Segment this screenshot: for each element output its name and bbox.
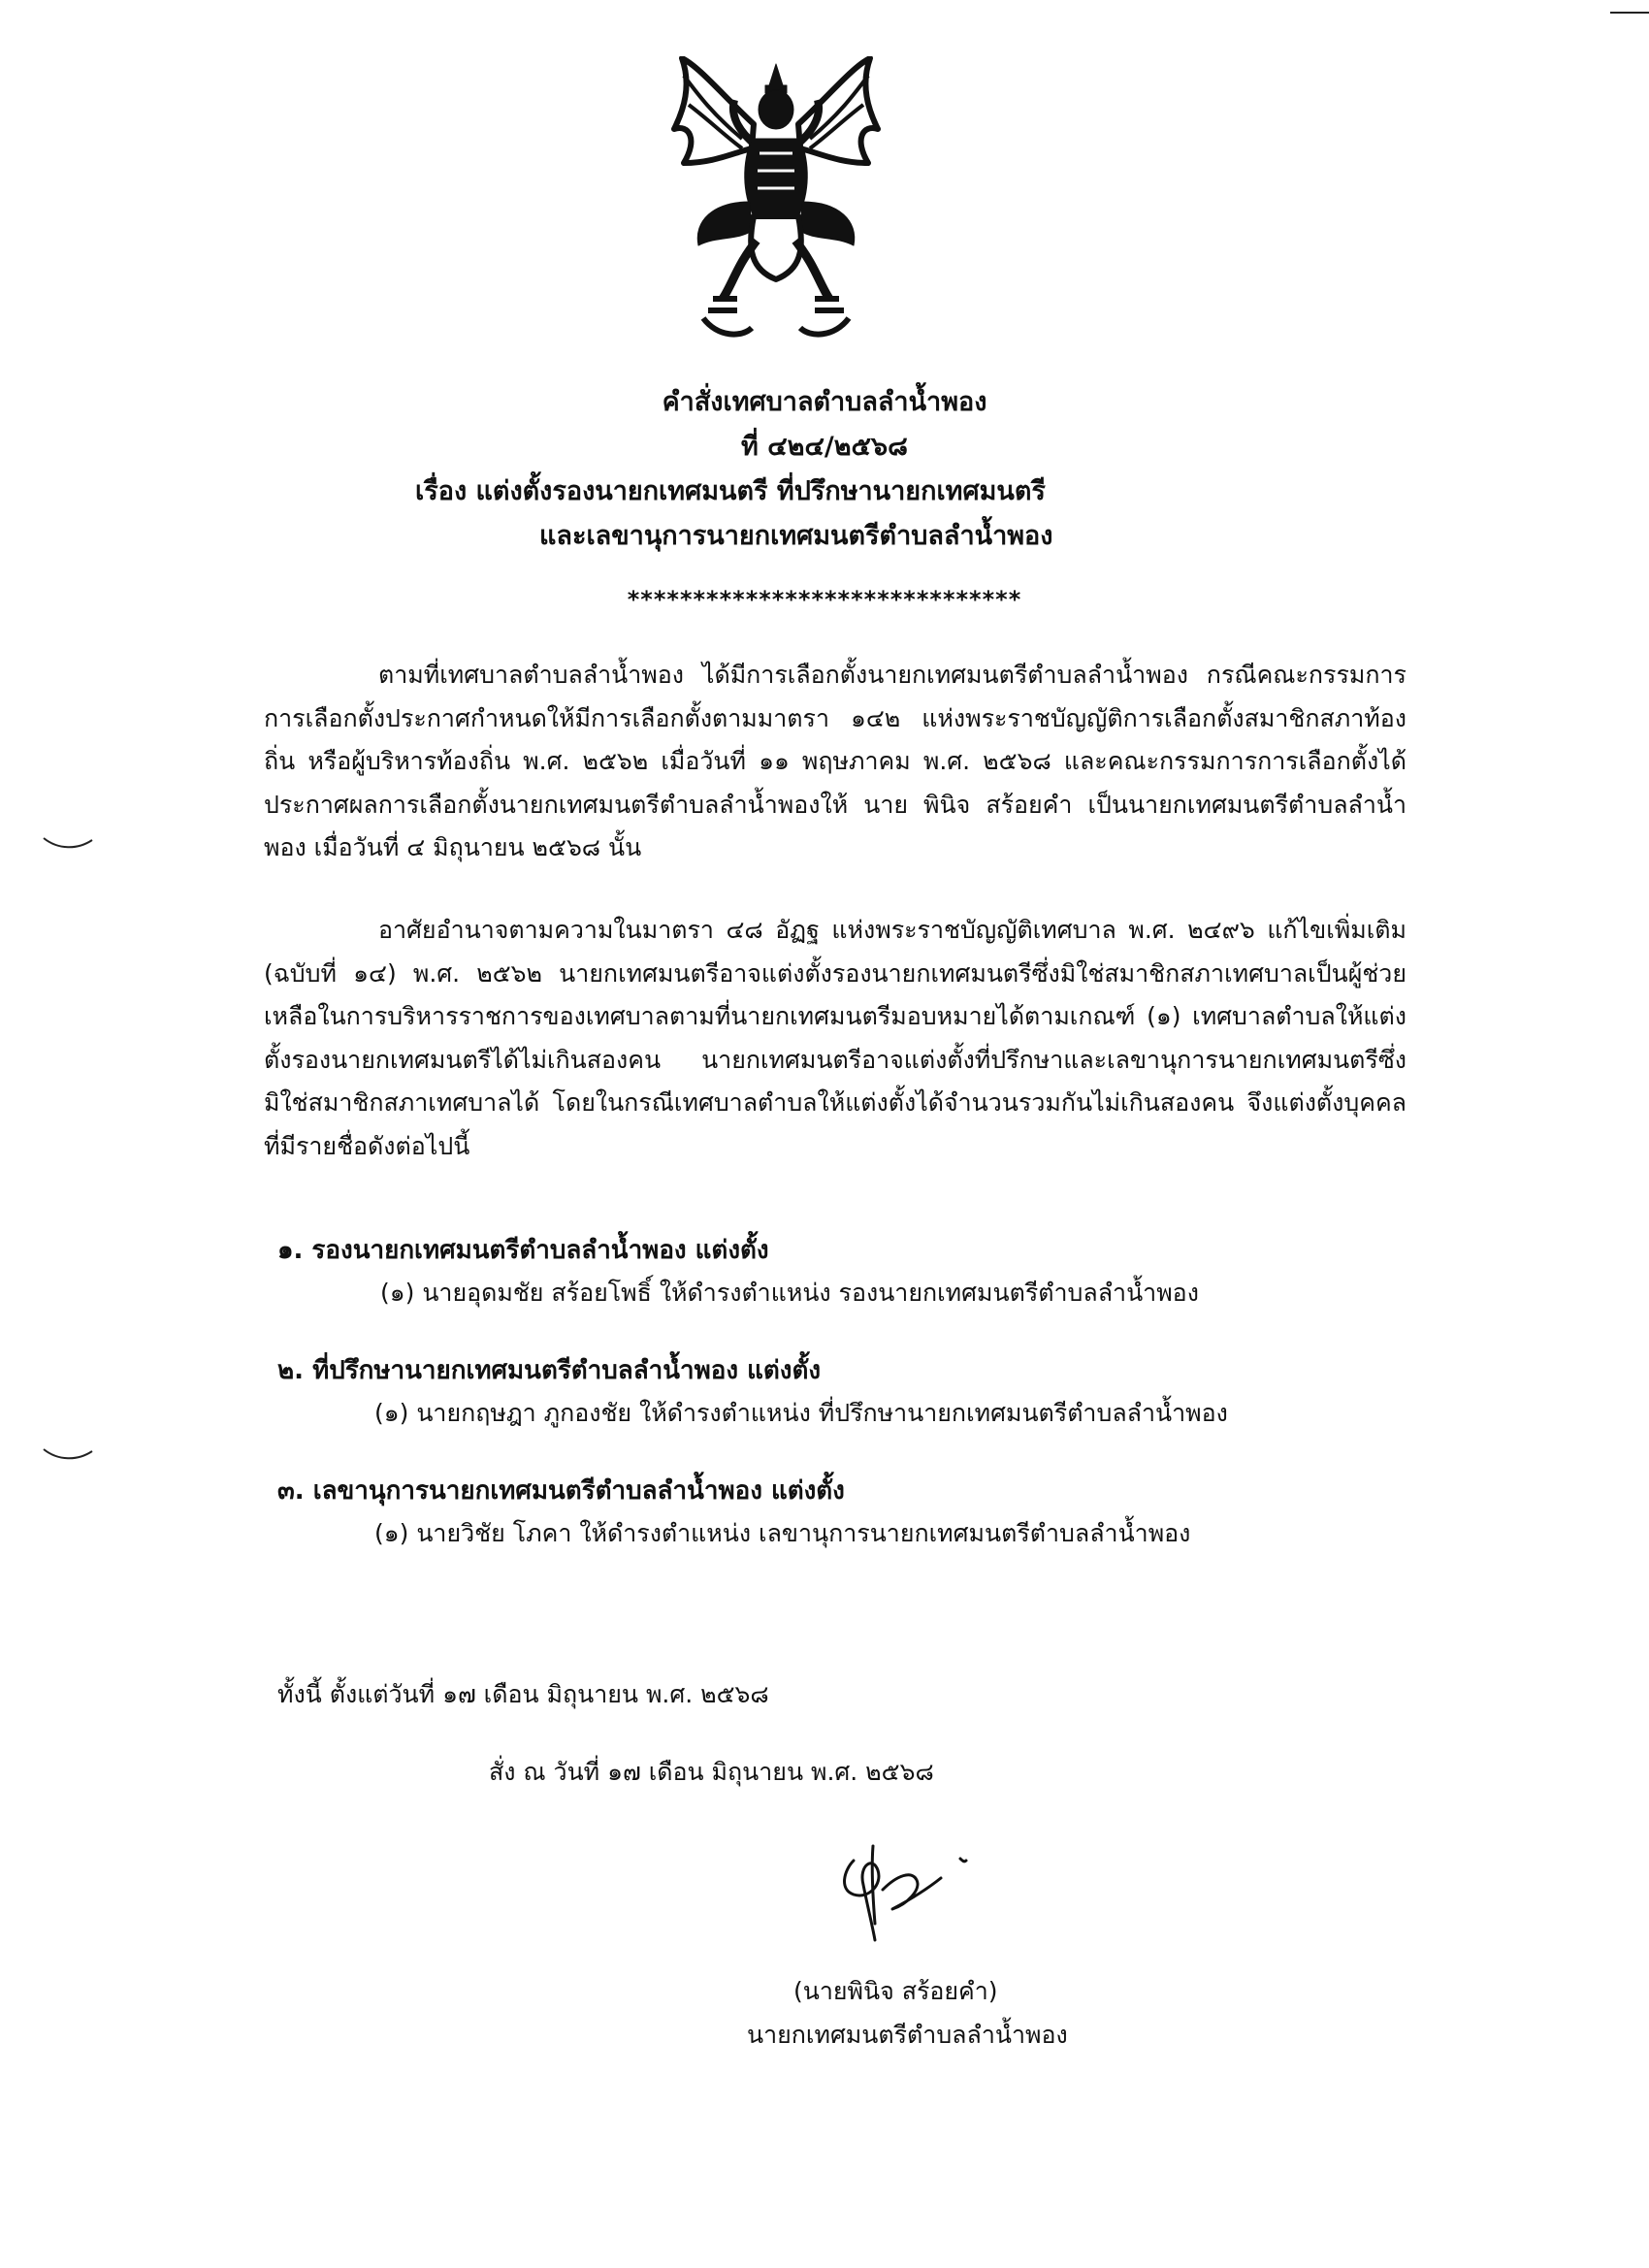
- authority-text: อาศัยอำนาจตามความในมาตรา ๔๘ อัฏฐ แห่งพระราชบัญญัติเทศบาล พ.ศ. ๒๔๙๖ แก้ไขเพิ่มเติม (ฉบับที่ ๑๔) พ.ศ. ๒๕๖๒ นายกเทศมนตรีอาจแต่งตั้งรองนายกเทศมนตรีซึ่งมิใช่สมาชิกสภาเทศบาลเป็นผู้ช่วยเหลือในการบริหารราชการของเทศบาลตามที่นายกเทศมนตรีมอบหมายได้ตามเกณฑ์ (๑) เทศบาลตำบลให้แต่งตั้งรองนายกเทศมนตรีได้ไม่เกินสองคน นายกเทศมนตรีอาจแต่งตั้งที่ปรึกษาและเลขานุการนายกเทศมนตรีซึ่งมิใช่สมาชิกสภาเทศบาลได้ โดยในกรณีเทศบาลตำบลให้แต่งตั้งได้จำนวนรวมกันไม่เกินสองคน จึงแต่งตั้งบุคคลที่มีรายชื่อดังต่อไปนี้: [264, 916, 1406, 1160]
- hole-punch-mark: [39, 1445, 97, 1465]
- handwritten-signature-icon: [815, 1831, 989, 1948]
- appointment-entry-2: (๑) นายกฤษฎา ภูกองชัย ให้ดำรงตำแหน่ง ที่ปรึกษานายกเทศมนตรีตำบลลำน้ำพอง: [374, 1399, 1228, 1427]
- appointment-heading-3: ๓. เลขานุการนายกเทศมนตรีตำบลลำน้ำพอง แต่งตั้ง: [277, 1476, 845, 1506]
- appointment-heading-1: ๑. รองนายกเทศมนตรีตำบลลำน้ำพอง แต่งตั้ง: [277, 1236, 769, 1265]
- hole-punch-mark: [39, 834, 97, 854]
- order-date: สั่ง ณ วันที่ ๑๗ เดือน มิถุนายน พ.ศ. ๒๕๖๘: [489, 1758, 934, 1786]
- appointment-heading-2: ๒. ที่ปรึกษานายกเทศมนตรีตำบลลำน้ำพอง แต่งตั้ง: [277, 1356, 822, 1385]
- order-number: ที่ ๔๒๔/๒๕๖๘: [741, 432, 908, 462]
- appointment-entry-1: (๑) นายอุดมชัย สร้อยโพธิ์ ให้ดำรงตำแหน่ง รองนายกเทศมนตรีตำบลลำน้ำพอง: [380, 1279, 1199, 1307]
- header-divider: ******************************: [627, 586, 1022, 613]
- preamble-paragraph: [264, 654, 1406, 870]
- subject-line-1: เรื่อง แต่งตั้งรองนายกเทศมนตรี ที่ปรึกษานายกเทศมนตรี: [415, 476, 1046, 506]
- preamble-text: ตามที่เทศบาลตำบลลำน้ำพอง ได้มีการเลือกตั้งนายกเทศมนตรีตำบลลำน้ำพอง กรณีคณะกรรมการการเลือกตั้งประกาศกำหนดให้มีการเลือกตั้งตามมาตรา ๑๔๒ แห่งพระราชบัญญัติการเลือกตั้งสมาชิกสภาท้องถิ่น หรือผู้บริหารท้องถิ่น พ.ศ. ๒๕๖๒ เมื่อวันที่ ๑๑ พฤษภาคม พ.ศ. ๒๕๖๘ และคณะกรรมการการเลือกตั้งได้ประกาศผลการเลือกตั้งนายกเทศมนตรีตำบลลำน้ำพองให้ นาย พินิจ สร้อยคำ เป็นนายกเทศมนตรีตำบลลำน้ำพอง เมื่อวันที่ ๔ มิถุนายน ๒๕๖๘ นั้น: [264, 661, 1406, 861]
- subject-line-2: และเลขานุการนายกเทศมนตรีตำบลลำน้ำพอง: [539, 521, 1053, 551]
- scan-edge-mark: [1610, 12, 1649, 14]
- appointment-entry-3: (๑) นายวิชัย โภคา ให้ดำรงตำแหน่ง เลขานุการนายกเทศมนตรีตำบลลำน้ำพอง: [374, 1519, 1191, 1547]
- effective-date: ทั้งนี้ ตั้งแต่วันที่ ๑๗ เดือน มิถุนายน พ.ศ. ๒๕๖๘: [277, 1680, 769, 1708]
- signer-name: (นายพินิจ สร้อยคำ): [793, 1977, 998, 2005]
- authority-paragraph: [264, 909, 1406, 1168]
- signer-title: นายกเทศมนตรีตำบลลำน้ำพอง: [747, 2021, 1068, 2049]
- garuda-emblem-icon: [645, 56, 907, 347]
- order-title: คำสั่งเทศบาลตำบลลำน้ำพอง: [662, 387, 987, 417]
